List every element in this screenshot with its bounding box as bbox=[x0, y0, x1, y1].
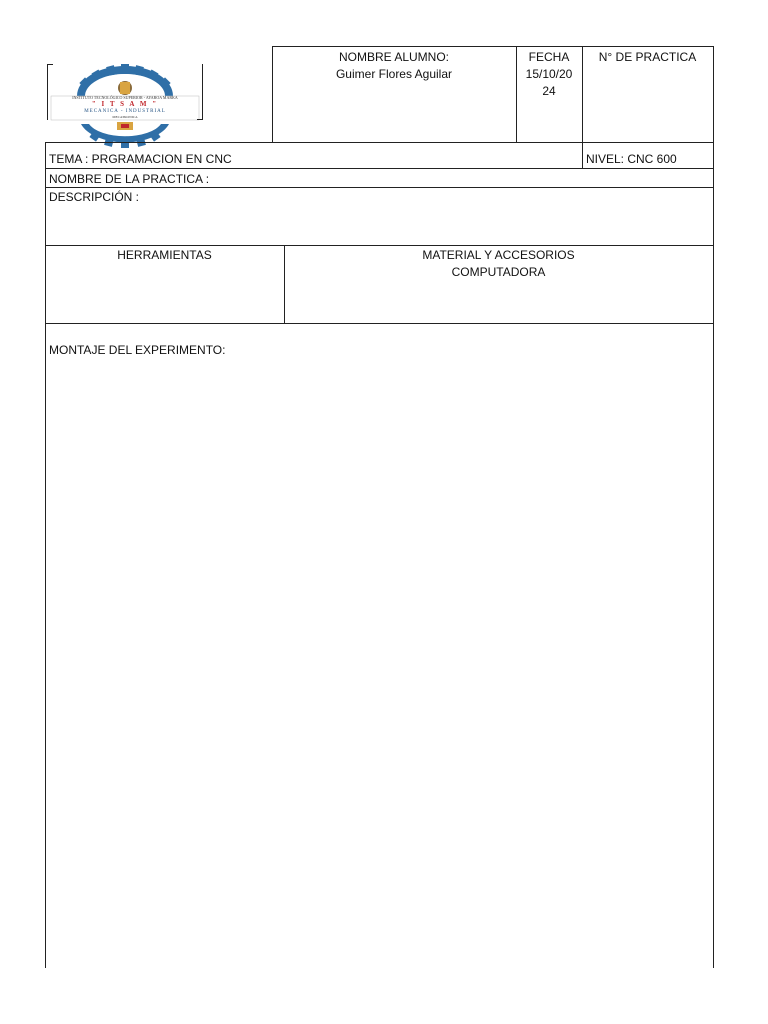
header-top-border bbox=[272, 46, 714, 47]
student-name-label: NOMBRE ALUMNO: bbox=[338, 50, 449, 64]
logo-sub-text: MECATRONICA bbox=[112, 115, 138, 119]
practice-number-label: N° DE PRACTICA bbox=[598, 50, 697, 64]
page-left-border bbox=[45, 142, 46, 968]
logo-institute-text: INSTITUTO TECNOLÓGICO SUPERIOR - AYAROA MARKA bbox=[72, 95, 178, 100]
date-value-line2: 24 bbox=[542, 84, 556, 98]
tema-top-border bbox=[45, 142, 714, 143]
nivel-text: NIVEL: CNC 600 bbox=[586, 152, 677, 166]
herramientas-label: HERRAMIENTAS bbox=[117, 248, 212, 262]
date-label: FECHA bbox=[528, 50, 570, 64]
nombre-practica-top-border bbox=[45, 168, 714, 169]
logo-acronym-text: " I T S A M " bbox=[91, 100, 159, 108]
date-value-line1: 15/10/20 bbox=[525, 67, 573, 81]
logo-bracket-right-bottom bbox=[197, 119, 203, 120]
nombre-practica-label: NOMBRE DE LA PRACTICA : bbox=[49, 172, 210, 186]
montaje-label: MONTAJE DEL EXPERIMENTO: bbox=[49, 343, 226, 357]
logo-bracket-left-top bbox=[47, 64, 53, 65]
logo-bracket-left bbox=[47, 64, 48, 120]
material-item: COMPUTADORA bbox=[451, 265, 546, 279]
descripcion-label: DESCRIPCIÓN : bbox=[49, 190, 140, 204]
material-label: MATERIAL Y ACCESORIOS bbox=[422, 248, 575, 262]
descripcion-top-border bbox=[45, 187, 714, 188]
institute-logo bbox=[47, 62, 203, 150]
logo-bracket-right bbox=[202, 64, 203, 120]
montaje-top-border bbox=[45, 323, 714, 324]
student-name-value: Guimer Flores Aguilar bbox=[335, 67, 453, 81]
logo-program-text: MECANICA - INDUSTRIAL bbox=[84, 109, 166, 114]
page-right-border bbox=[713, 46, 714, 968]
tema-text: TEMA : PRGRAMACION EN CNC bbox=[49, 152, 232, 166]
